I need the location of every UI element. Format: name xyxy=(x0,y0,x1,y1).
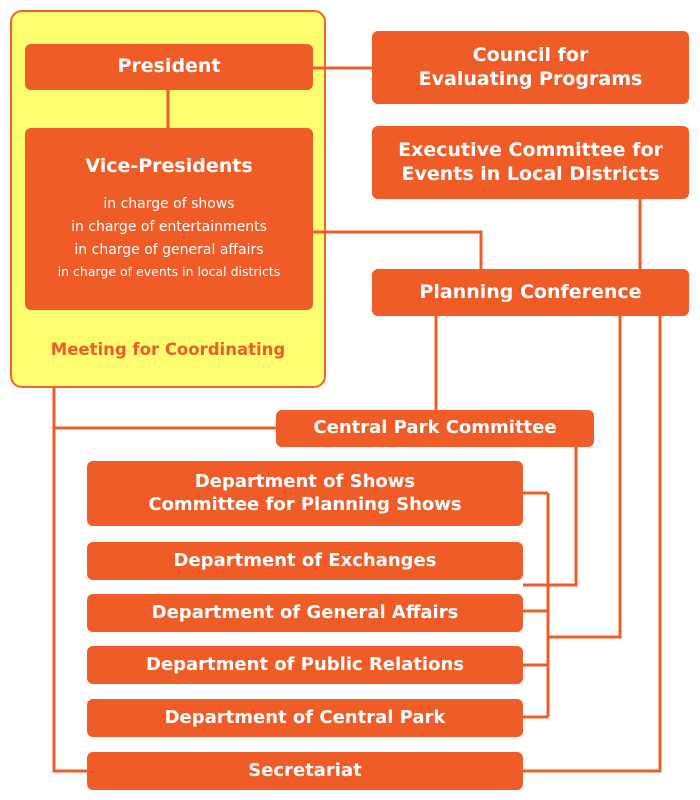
council-box xyxy=(372,31,689,104)
central-park-committee-label: Central Park Committee xyxy=(313,417,557,439)
secretariat-label: Secretariat xyxy=(248,759,362,781)
vp-role: in charge of shows xyxy=(103,195,235,212)
vp-role: in charge of entertainments xyxy=(71,219,267,236)
vice-presidents-box xyxy=(25,128,313,310)
executive-committee-line1: Executive Committee for xyxy=(398,138,663,161)
department-general-affairs-label: Department of General Affairs xyxy=(151,601,459,623)
vp-role: in charge of events in local districts xyxy=(57,264,281,280)
department-general-affairs-box xyxy=(87,594,523,632)
meeting-label: Meeting for Coordinating xyxy=(50,340,286,359)
planning-conference-box xyxy=(372,269,689,316)
department-shows-line2: Committee for Planning Shows xyxy=(148,493,462,515)
vice-presidents-roles xyxy=(58,193,281,283)
department-public-relations-label: Department of Public Relations xyxy=(146,653,464,675)
president-box xyxy=(25,44,313,90)
council-line1: Council for xyxy=(472,43,589,66)
department-exchanges-box xyxy=(87,542,523,580)
executive-committee-line2: Events in Local Districts xyxy=(401,162,660,185)
department-central-park-box xyxy=(87,699,523,737)
department-public-relations-box xyxy=(87,646,523,684)
central-park-committee-box xyxy=(276,410,594,447)
department-shows-box xyxy=(87,461,523,526)
department-shows-line1: Department of Shows xyxy=(194,471,416,492)
planning-conference-label: Planning Conference xyxy=(419,280,642,303)
department-exchanges-label: Department of Exchanges xyxy=(173,549,437,571)
vice-presidents-title: Vice-Presidents xyxy=(85,155,253,178)
secretariat-box xyxy=(87,752,523,790)
council-line2: Evaluating Programs xyxy=(418,67,643,90)
executive-committee-box xyxy=(372,126,689,199)
vp-role: in charge of general affairs xyxy=(74,242,264,259)
department-central-park-label: Department of Central Park xyxy=(164,706,446,728)
president-label: President xyxy=(117,55,221,78)
